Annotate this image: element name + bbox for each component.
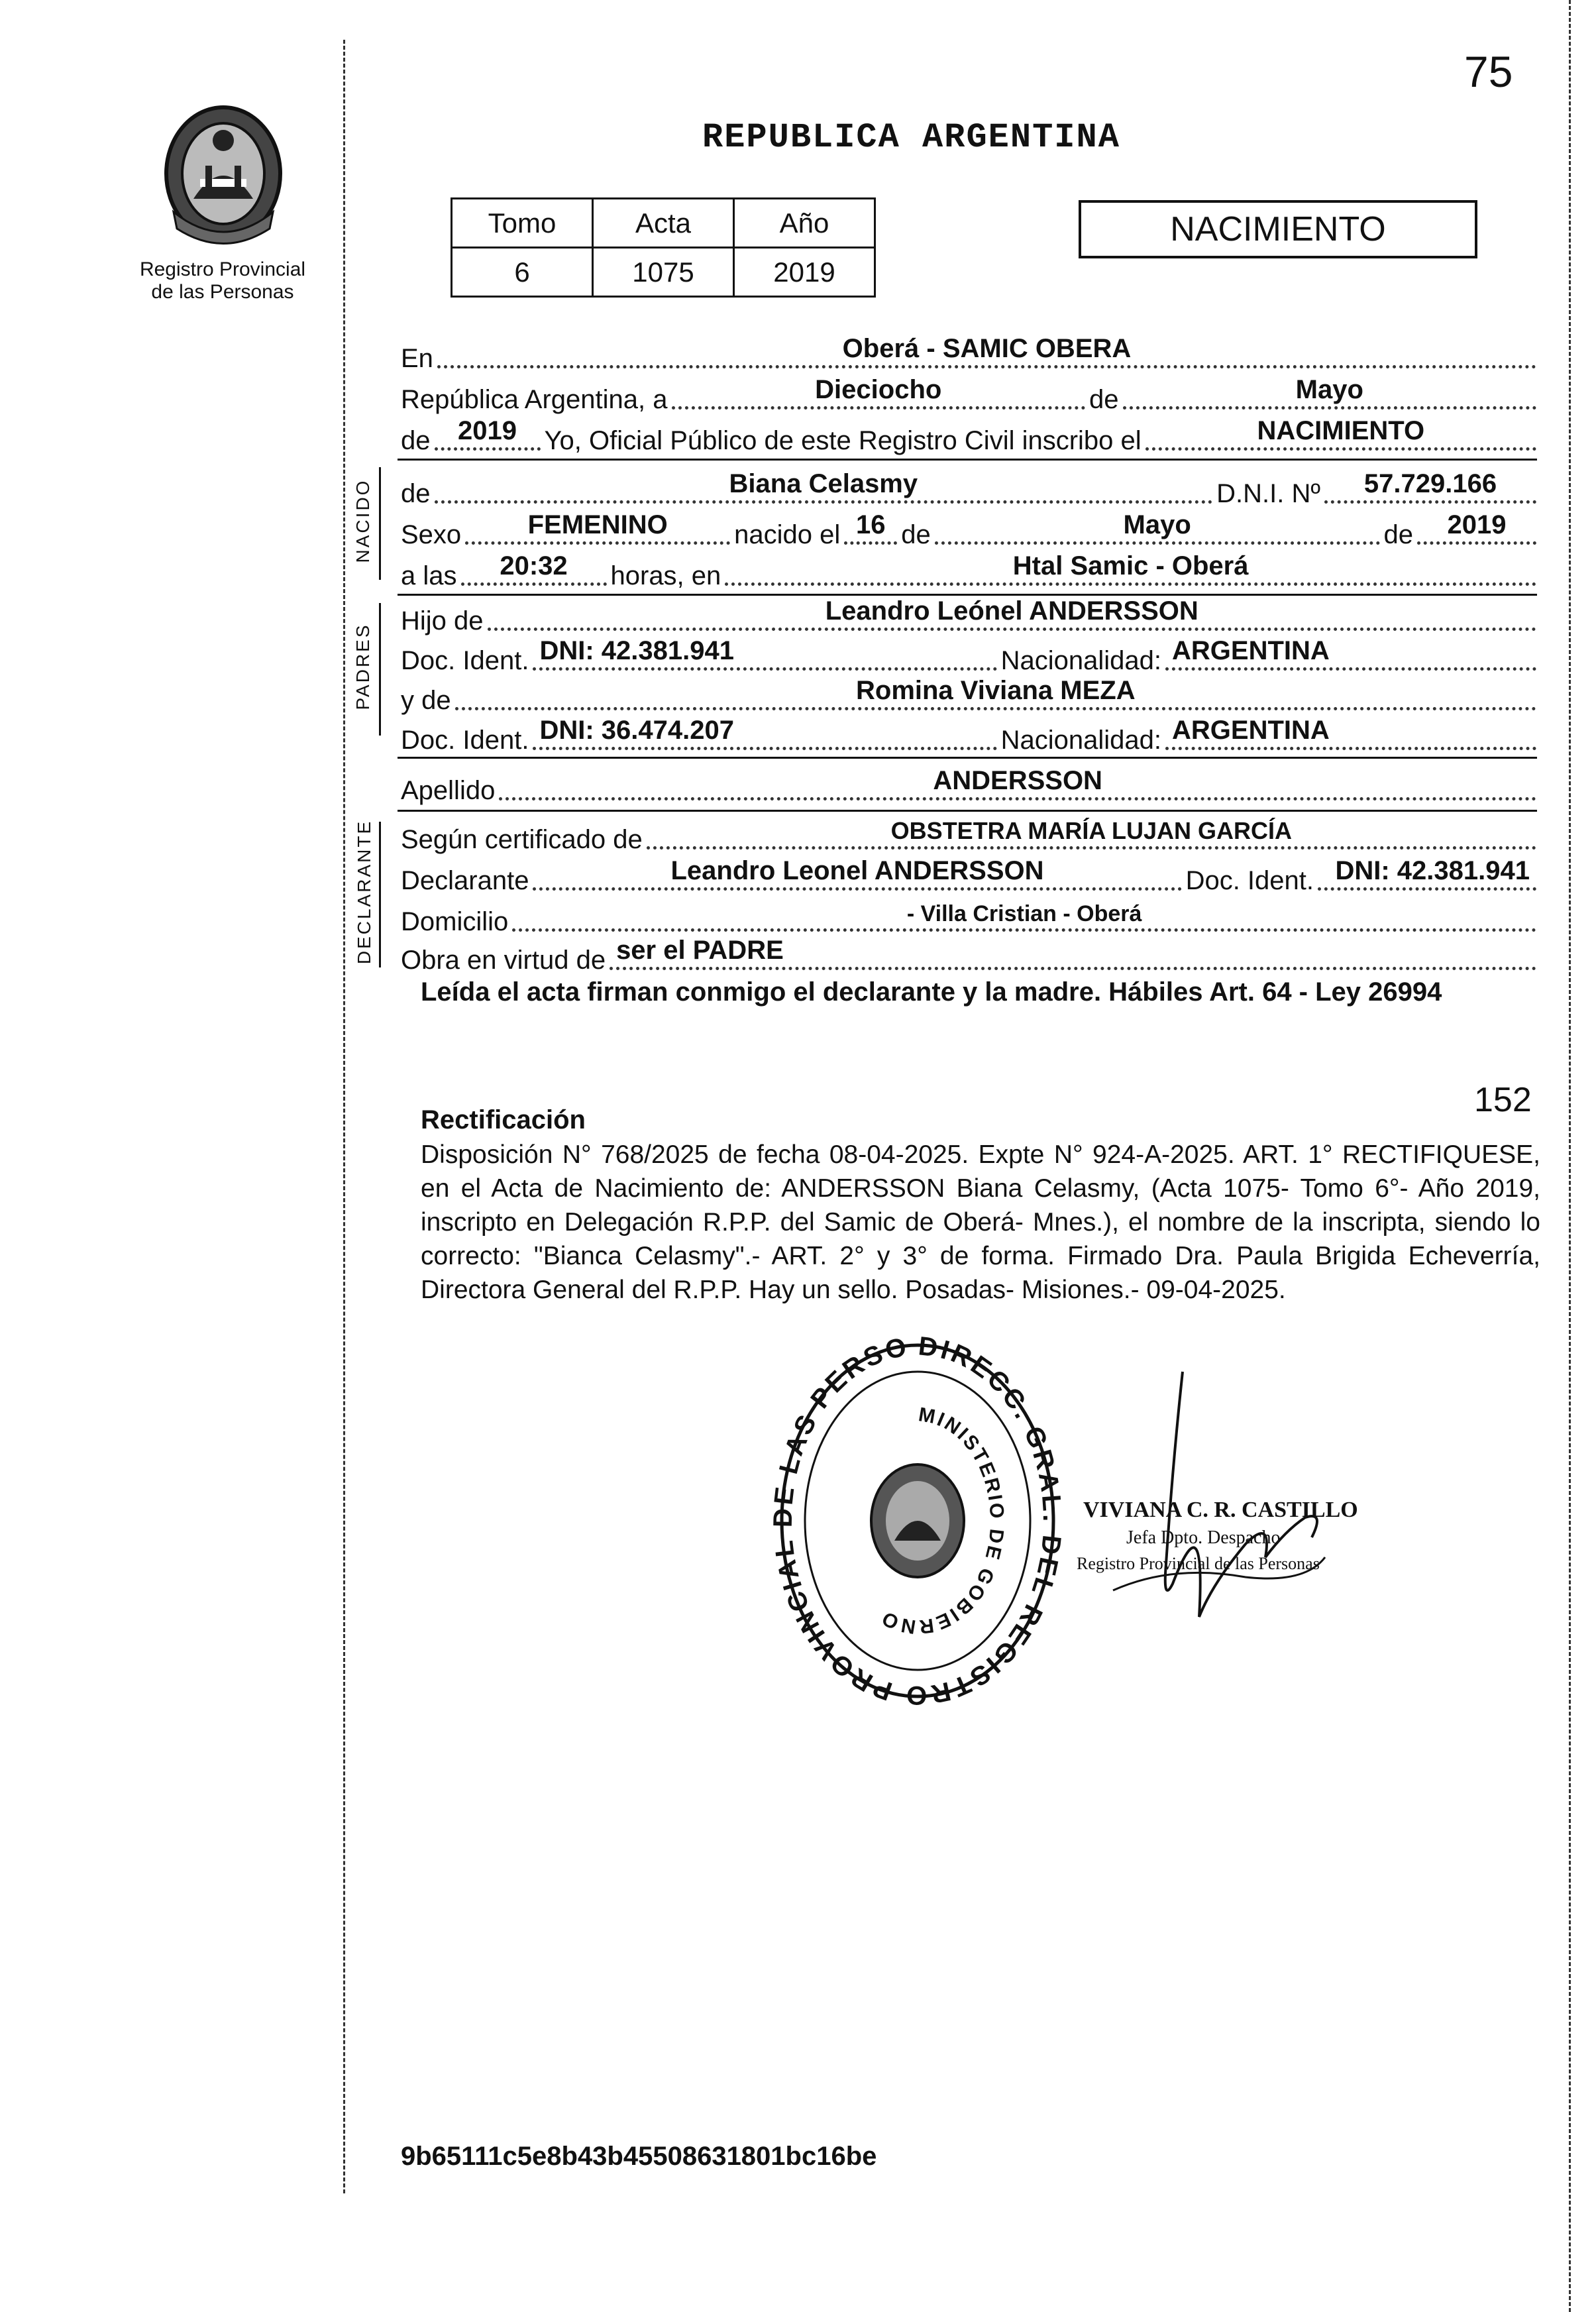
volume-value-ano: 2019 [734, 248, 875, 297]
signature-name: VIVIANA C. R. CASTILLO [1083, 1498, 1358, 1522]
volume-table [451, 197, 876, 298]
bracket-padres [379, 603, 381, 736]
label-official: Yo, Oficial Público de este Registro Civil inscribo el [544, 426, 1142, 455]
right-margin-line [1569, 0, 1571, 2312]
value-day: Dieciocho [815, 375, 942, 404]
label-dni: D.N.I. Nº [1216, 479, 1320, 508]
dots-nacido-year [1417, 510, 1536, 545]
label-nac2: Nacionalidad: [1000, 726, 1161, 755]
row-apellido [401, 766, 1540, 806]
value-nacido-month: Mayo [1123, 510, 1191, 539]
row-en [401, 334, 1540, 374]
dots-declarante [533, 856, 1181, 891]
page-number: 75 [1464, 47, 1513, 96]
value-decl-doc: DNI: 42.381.941 [1335, 856, 1530, 885]
dots-doc1 [533, 636, 996, 671]
dots-en [437, 334, 1536, 368]
label-y-de: y de [401, 686, 451, 715]
act-type-box: NACIMIENTO [1079, 200, 1477, 258]
label-decl-doc: Doc. Ident. [1185, 866, 1314, 895]
label-apellido: Apellido [401, 776, 496, 805]
signature-org: Registro Provincial de las Personas [1077, 1554, 1320, 1573]
registry-line-1: Registro Provincial [139, 258, 306, 280]
row-declarante [401, 856, 1540, 896]
value-declarante: Leandro Leonel ANDERSSON [670, 856, 1044, 885]
row-sexo [401, 510, 1540, 550]
dots-certificado [647, 817, 1536, 850]
label-sexo: Sexo [401, 520, 462, 549]
value-place: Oberá - SAMIC OBERA [842, 334, 1132, 363]
row-hora [401, 551, 1540, 591]
row-hijo [401, 596, 1540, 636]
volume-table-values [452, 248, 875, 297]
dots-obra [610, 936, 1536, 970]
dots-official [1145, 416, 1536, 451]
row-y-de [401, 676, 1540, 716]
dots-doc2 [533, 716, 996, 750]
document-hash: 9b65111c5e8b43b45508631801bc16be [401, 2142, 877, 2171]
value-apellido: ANDERSSON [933, 766, 1102, 795]
dots-apellido [499, 766, 1536, 800]
value-madre: Romina Viviana MEZA [856, 676, 1136, 705]
label-certificado: Según certificado de [401, 825, 643, 854]
label-nac1: Nacionalidad: [1000, 646, 1161, 675]
value-act-kind: NACIMIENTO [1257, 416, 1425, 445]
separator-4 [398, 810, 1537, 812]
row-republica [401, 375, 1540, 415]
value-doc2: DNI: 36.474.207 [539, 716, 734, 745]
dots-month [1123, 375, 1537, 410]
value-doc1: DNI: 42.381.941 [539, 636, 734, 665]
left-margin-line [343, 40, 345, 2193]
value-domicilio: - Villa Cristian - Oberá [906, 901, 1142, 926]
value-nacido-day: 16 [856, 510, 886, 539]
dots-decl-doc [1318, 856, 1536, 891]
label-doc2: Doc. Ident. [401, 726, 529, 755]
dots-day [672, 375, 1086, 410]
label-nacido-de: de [901, 520, 931, 549]
volume-value-tomo: 6 [452, 248, 593, 297]
separator-3 [398, 757, 1537, 759]
volume-value-acta: 1075 [593, 248, 734, 297]
row-doc1 [401, 636, 1540, 676]
label-nacido: NACIDO [352, 478, 373, 563]
value-obra: ser el PADRE [616, 936, 784, 965]
dots-madre [455, 676, 1536, 710]
separator-2 [398, 594, 1537, 596]
closing-note: Leída el acta firman conmigo el declarante y la madre. Hábiles Art. 64 - Ley 26994 [421, 977, 1442, 1007]
country-title: REPUBLICA ARGENTINA [702, 118, 1120, 157]
label-domicilio: Domicilio [401, 907, 509, 936]
row-nombre [401, 469, 1540, 509]
row-doc2 [401, 718, 1540, 755]
value-nombre: Biana Celasmy [729, 469, 918, 498]
label-declarante-row: Declarante [401, 866, 529, 895]
province-seal-logo [154, 99, 293, 252]
label-de-year: de [401, 426, 431, 455]
label-declarante: DECLARANTE [354, 819, 374, 965]
label-nombre: de [401, 479, 431, 508]
dots-lugar [725, 551, 1536, 586]
label-de-month: de [1089, 385, 1119, 414]
label-doc1: Doc. Ident. [401, 646, 529, 675]
value-year: 2019 [458, 416, 517, 445]
volume-header-tomo: Tomo [452, 199, 593, 248]
signature-block [1073, 1365, 1444, 1650]
volume-header-ano: Año [734, 199, 875, 248]
label-hijo: Hijo de [401, 606, 484, 635]
label-a-las: a las [401, 561, 457, 590]
dots-year [435, 416, 541, 451]
value-dni: 57.729.166 [1363, 469, 1497, 498]
value-nac1: ARGENTINA [1172, 636, 1330, 665]
dots-dni [1324, 469, 1536, 504]
dots-nacido-day [844, 510, 897, 545]
official-stamp [765, 1335, 1070, 1706]
value-sexo: FEMENINO [527, 510, 668, 539]
stamp-outer-text: DIRECC. GRAL. DEL REGISTRO PROVINCIAL DE LAS PERSO [768, 1335, 1067, 1706]
registry-caption [123, 258, 322, 303]
label-horas-en: horas, en [610, 561, 721, 590]
value-lugar: Htal Samic - Oberá [1012, 551, 1249, 580]
signature-title: Jefa Dpto. Despacho [1126, 1527, 1281, 1548]
dots-domicilio [512, 901, 1536, 932]
rectification-body: Disposición N° 768/2025 de fecha 08-04-2025. Expte N° 924-A-2025. ART. 1° RECTIFIQUESE, en el Acta de Nacimiento de: ANDERSSON Biana Celasmy, (Acta 1075- Tomo 6°- Año 2019, inscripto en Delegación R.P.P. del Samic de Oberá- Mnes.), el nombre de la inscripta, siendo lo correcto: "Bianca Celasmy".- ART. 2° y 3° de forma. Firmado Dra. Paula Brigida Echeverría, Directora General del R.P.P. Hay un sello. Posadas- Misiones.- 09-04-2025. [421, 1140, 1540, 1304]
value-month: Mayo [1295, 375, 1363, 404]
label-nacido-el: nacido el [734, 520, 841, 549]
dots-hijo [488, 596, 1536, 631]
dots-nombre [435, 469, 1213, 504]
dots-nacido-month [935, 510, 1380, 545]
dots-hora [461, 551, 607, 586]
value-nac2: ARGENTINA [1172, 716, 1330, 745]
value-nacido-year: 2019 [1447, 510, 1507, 539]
registry-line-2: de las Personas [151, 281, 294, 303]
rectification-number: 152 [1474, 1081, 1532, 1119]
value-certificado: OBSTETRA MARÍA LUJAN GARCÍA [890, 817, 1293, 844]
volume-table-header [452, 199, 875, 248]
dots-sexo [465, 510, 730, 545]
dots-nac1 [1165, 636, 1536, 671]
bracket-declarante [379, 822, 381, 967]
label-nacido-de2: de [1383, 520, 1413, 549]
separator-1 [398, 459, 1537, 461]
dots-nac2 [1165, 716, 1536, 750]
label-republica: República Argentina, a [401, 385, 668, 414]
row-domicilio [401, 900, 1540, 937]
stamp-inner-text: MINISTERIO DE GOBIERNO [877, 1404, 1008, 1638]
value-padre: Leandro Leónel ANDERSSON [825, 596, 1198, 626]
bracket-nacido [379, 467, 381, 580]
label-padres: PADRES [352, 623, 373, 710]
label-obra: Obra en virtud de [401, 946, 606, 975]
rectification-title: Rectificación [421, 1105, 586, 1134]
value-hora: 20:32 [500, 551, 568, 580]
row-certificado [401, 818, 1540, 855]
row-obra [401, 938, 1540, 975]
row-year [401, 416, 1540, 456]
label-en: En [401, 344, 433, 373]
volume-header-acta: Acta [593, 199, 734, 248]
